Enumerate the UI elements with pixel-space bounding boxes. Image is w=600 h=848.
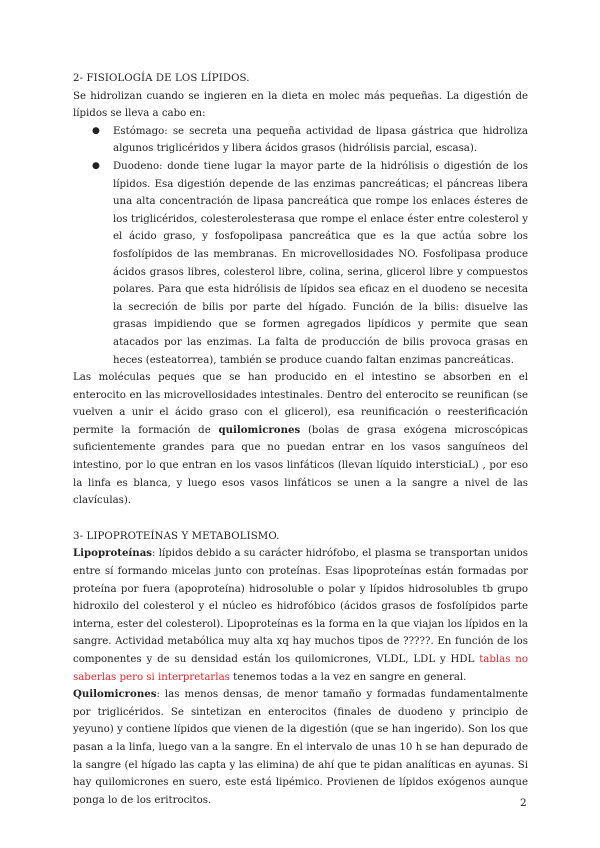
bullet-icon: ● [92, 125, 100, 136]
paragraph-text: Las moléculas peques que se han producido en el intestino se absorben en el enterocito en las microvellosidades intestinales. Dentro del enterocito se reunifican (se vuelven a unir el ácido graso con el glicerol), esa reunificación o reesterificación permite la formación de [73, 372, 528, 436]
paragraph-text: tenemos todas a la vez en sangre en general. [229, 671, 467, 683]
term-lipoproteinas: Lipoproteínas [73, 547, 153, 560]
list-item-text: Estómago: se secreta una pequeña actividad de lipasa gástrica que hidroliza algunos triglicéridos y libera ácidos grasos (hidrólisis parcial, escasa). [113, 125, 528, 155]
term-quilomicrones: quilomicrones [218, 423, 301, 436]
quilomicrones-paragraph [73, 686, 528, 809]
term-quilomicrones-heading: Quilomicrones [73, 688, 157, 701]
digestion-list [73, 123, 528, 369]
section-heading-fisiologia: 2- FISIOLOGÍA DE LOS LÍPIDOS. [73, 73, 250, 84]
red-note: tablas no saberlas pero si interpretarlas [73, 654, 528, 683]
bullet-icon: ● [92, 160, 100, 171]
list-item-duodeno [92, 158, 528, 369]
intro-paragraph: Se hidrolizan cuando se ingieren en la dieta en molec más pequeñas. La digestión de lípidos se lleva a cabo en: [73, 90, 528, 120]
paragraph-text: (bolas de grasa exógena microscópicas suficientemente grandes para que no puedan entrar en los vasos sanguíneos del intestino, por lo que entran en los vasos linfáticos (llevan líquido intersticiaL) , por eso la linfa es blanca, y luego esos vasos linfáticos se unen a la sangre a nivel de las clavículas). [73, 424, 528, 507]
paragraph-text: : las menos densas, de menor tamaño y formadas fundamentalmente por triglicéridos. Se sintetizan en enterocitos (finales de duodeno y principio de yeyuno) y contiene lípidos que vienen de la digestión (que se han ingerido). Son los que pasan a la linfa, luego van a la sangre. En el intervalo de unas 10 h se han depurado de la sangre (el hígado las capta y las elimina) de ahí que te pidan analíticas en ayunas. Si hay quilomicrones en suero, este está lipémico. Provienen de lípidos exógenos aunque ponga lo de los eritrocitos. [73, 689, 528, 806]
page-content [73, 70, 528, 809]
list-item-text: Duodeno: donde tiene lugar la mayor parte de la hidrólisis o digestión de los lípidos. Esa digestión depende de las enzimas pancreáticas; el páncreas libera una alta concentración de lipasa pancreática que rompe los enlaces ésteres de los triglicéridos, colesterolesterasa que rompe el enlace éster entre colesterol y el ácido graso, y fosfopolipasa pancreática que es la que actúa sobre los fosfolípidos de las membranas. En microvellosidades NO. Fosfolipasa produce ácidos grasos libres, colesterol libre, colina, serina, glicerol libre y compuestos polares. Para que esta hidrólisis de lípidos sea eficaz en el duodeno se necesita la secreción de bilis por parte del hígado. Función de la bilis: disuelve las grasas impidiendo que se formen agregados lipídicos y permite que sean atacados por las enzimas. La falta de producción de bilis provoca grasas en heces (esteatorrea), también se produce cuando faltan enzimas pancreáticas. [113, 160, 528, 366]
section-heading-lipoproteinas: 3- LIPOPROTEÍNAS Y METABOLISMO. [73, 530, 280, 542]
list-item-estomago [92, 123, 528, 158]
page-number: 2 [520, 797, 527, 809]
absorption-paragraph [73, 369, 528, 510]
lipoproteinas-paragraph [73, 545, 528, 686]
paragraph-text: : lípidos debido a su carácter hidrófobo, el plasma se transportan unidos entre sí formando micelas junto con proteínas. Esas lipoproteínas están formadas por proteína por fuera (apoproteína) hidrosoluble o polar y lípidos hidrosolubles tb grupo hidroxilo del colesterol y el núcleo es hidrofóbico (ácidos grasos de fosfolípidos parte interna, ester del colesterol). Lipoproteínas es la forma en la que viajan los lípidos en la sangre. Actividad metabólica muy alta xq hay muchos tipos de ?????. En función de los componentes y de su densidad están los quilomicrones, VLDL, LDL y HDL [73, 548, 528, 665]
section-gap [73, 510, 528, 528]
